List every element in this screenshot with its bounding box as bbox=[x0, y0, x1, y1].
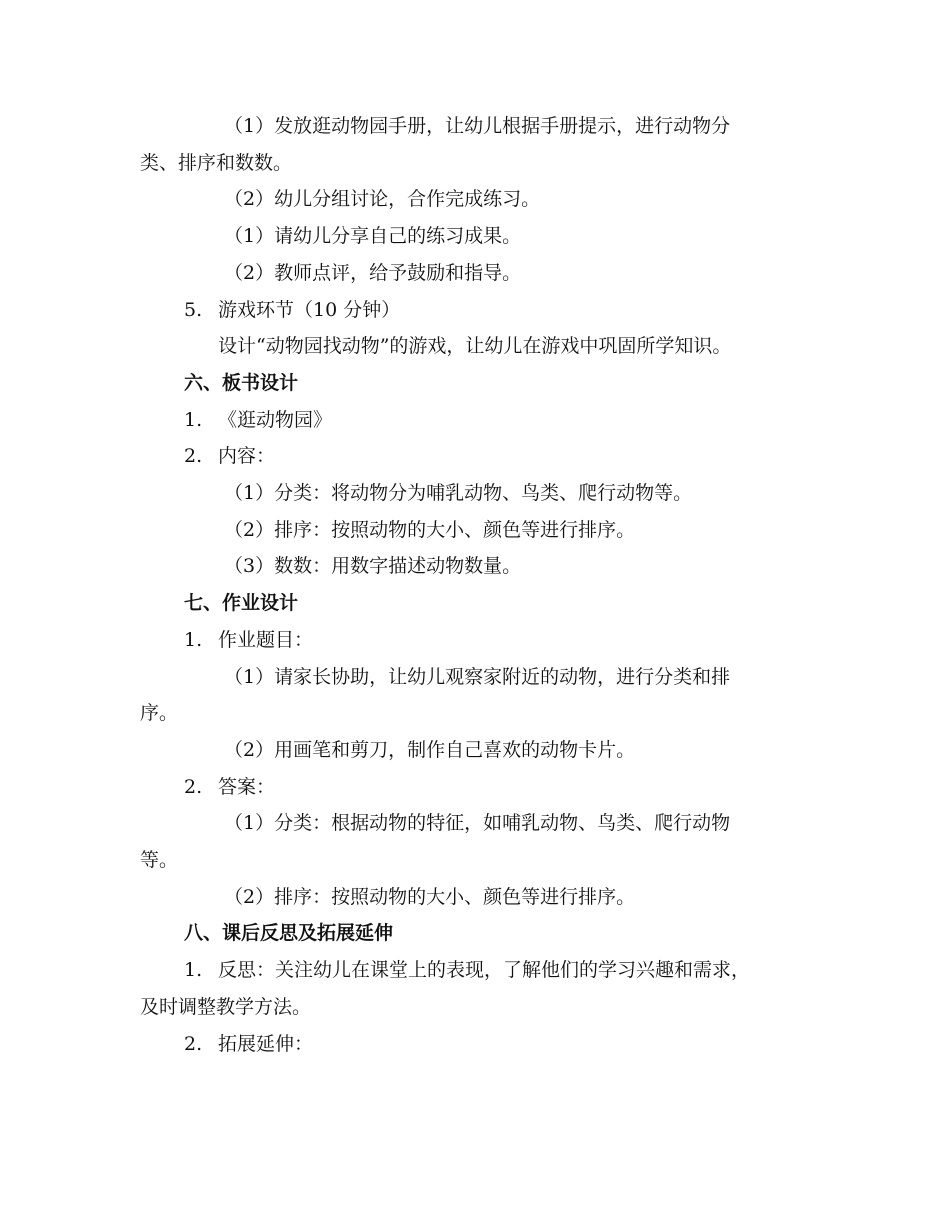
paragraph-line: （2）幼儿分组讨论，合作完成练习。 bbox=[224, 188, 541, 211]
paragraph-line: （1）分类：根据动物的特征，如哺乳动物、鸟类、爬行动物 bbox=[224, 812, 731, 835]
list-number: 5. bbox=[184, 298, 203, 321]
list-item bbox=[140, 769, 815, 806]
list-text: 内容： bbox=[218, 445, 276, 468]
paragraph-line: （2）教师点评，给予鼓励和指导。 bbox=[224, 261, 522, 284]
list-item bbox=[140, 438, 815, 475]
paragraph-line: （1）请幼儿分享自己的练习成果。 bbox=[224, 225, 522, 248]
paragraph-line: 及时调整教学方法。 bbox=[140, 995, 312, 1018]
list-number: 1. bbox=[184, 408, 203, 431]
paragraph-line: （2）用画笔和剪刀，制作自己喜欢的动物卡片。 bbox=[224, 738, 636, 761]
list-number: 1. bbox=[184, 628, 203, 651]
paragraph-line: 序。 bbox=[140, 702, 179, 725]
list-item bbox=[140, 952, 815, 989]
paragraph-line: 类、排序和数数。 bbox=[140, 151, 293, 174]
list-text: 反思：关注幼儿在课堂上的表现，了解他们的学习兴趣和需求， bbox=[218, 959, 751, 982]
document-body bbox=[140, 108, 815, 1062]
list-number: 2. bbox=[184, 445, 203, 468]
list-text: 游戏环节（10 分钟） bbox=[218, 298, 401, 321]
list-item bbox=[140, 1026, 815, 1063]
section-heading: 六、板书设计 bbox=[184, 371, 299, 394]
list-number: 2. bbox=[184, 1032, 203, 1055]
paragraph-line: 设计“动物园找动物”的游戏，让幼儿在游戏中巩固所学知识。 bbox=[218, 335, 732, 358]
section-heading: 八、课后反思及拓展延伸 bbox=[184, 922, 394, 945]
list-text: 拓展延伸： bbox=[218, 1032, 314, 1055]
paragraph-line: （3）数数：用数字描述动物数量。 bbox=[224, 555, 522, 578]
list-number: 1. bbox=[184, 959, 203, 982]
section-heading: 七、作业设计 bbox=[184, 592, 299, 615]
paragraph-line: （1）分类：将动物分为哺乳动物、鸟类、爬行动物等。 bbox=[224, 482, 693, 505]
paragraph-line: （1）发放逛动物园手册，让幼儿根据手册提示，进行动物分 bbox=[224, 115, 731, 137]
paragraph-line: （1）请家长协助，让幼儿观察家附近的动物，进行分类和排 bbox=[224, 665, 731, 688]
paragraph-line: 等。 bbox=[140, 849, 179, 872]
list-number: 2. bbox=[184, 775, 203, 798]
paragraph-line: （2）排序：按照动物的大小、颜色等进行排序。 bbox=[224, 518, 636, 541]
list-item bbox=[140, 292, 815, 329]
list-item bbox=[140, 622, 815, 659]
list-text: 答案： bbox=[218, 775, 276, 798]
paragraph-line: （2）排序：按照动物的大小、颜色等进行排序。 bbox=[224, 885, 636, 908]
list-item bbox=[140, 402, 815, 439]
list-text: 《逛动物园》 bbox=[218, 408, 333, 431]
list-text: 作业题目： bbox=[218, 628, 314, 651]
